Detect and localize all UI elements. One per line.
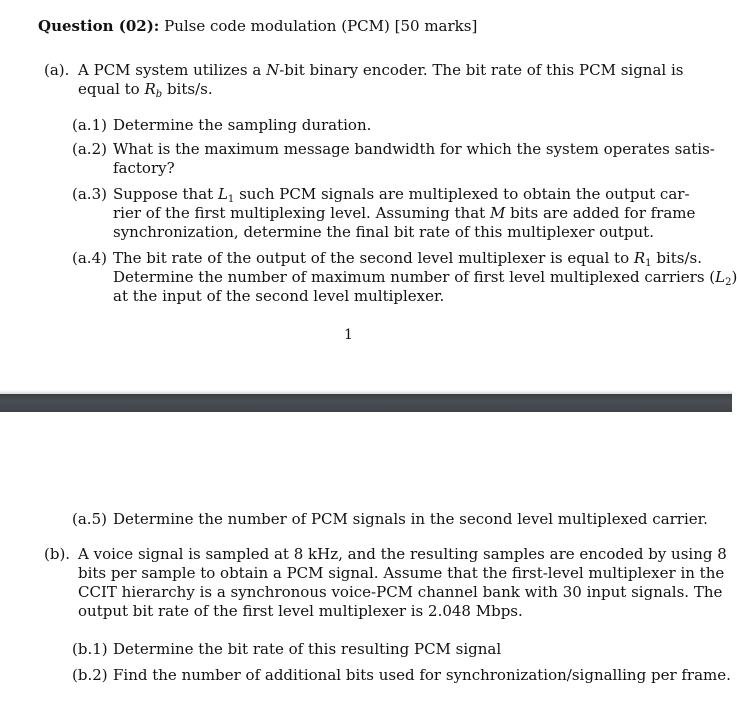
part-a-label: (a). bbox=[44, 61, 70, 79]
item-b1-label: (b.1) bbox=[72, 640, 108, 658]
item-a4-line-3: at the input of the second level multiplexer. bbox=[113, 287, 445, 305]
question-title bbox=[38, 17, 477, 35]
item-a4-line-1: The bit rate of the output of the second level multiplexer is equal to $R_1$ bits/s. bbox=[113, 249, 702, 269]
part-a-line-1: A PCM system utilizes a N-bit binary encoder. The bit rate of this PCM signal is bbox=[78, 61, 684, 79]
item-a4-line-2: Determine the number of maximum number of first level multiplexed carriers $(L_2)$ bbox=[113, 268, 737, 288]
item-b2-text: Find the number of additional bits used for synchronization/signalling per frame. bbox=[113, 666, 731, 684]
part-b-line-3: CCIT hierarchy is a synchronous voice-PCM channel bank with 30 input signals. The bbox=[78, 583, 723, 601]
item-a3-line-2: rier of the first multiplexing level. Assuming that M bits are added for frame bbox=[113, 204, 696, 222]
part-a-line-2: equal to $R_b$ bits/s. bbox=[78, 80, 213, 100]
item-b2-label: (b.2) bbox=[72, 666, 108, 684]
item-a1-line-1: Determine the sampling duration. bbox=[113, 116, 372, 134]
item-a1-label: (a.1) bbox=[72, 116, 107, 134]
item-a4-label: (a.4) bbox=[72, 249, 107, 267]
item-b1-text: Determine the bit rate of this resulting PCM signal bbox=[113, 640, 502, 658]
item-a5-label: (a.5) bbox=[72, 510, 107, 528]
page-separator bbox=[0, 394, 732, 412]
part-b-line-2: bits per sample to obtain a PCM signal. Assume that the first-level multiplexer in the bbox=[78, 564, 725, 582]
question-label: Question (02): bbox=[38, 17, 160, 35]
item-a3-line-3: synchronization, determine the final bit rate of this multiplexer output. bbox=[113, 223, 654, 241]
item-a2-line-1: What is the maximum message bandwidth for which the system operates satis- bbox=[113, 140, 715, 158]
item-a5-text: Determine the number of PCM signals in the second level multiplexed carrier. bbox=[113, 510, 708, 528]
item-a3-line-1: Suppose that $L_1$ such PCM signals are multiplexed to obtain the output car- bbox=[113, 185, 690, 205]
part-b-line-1: A voice signal is sampled at 8 kHz, and the resulting samples are encoded by using 8 bbox=[78, 545, 727, 563]
question-title-text: Pulse code modulation (PCM) [50 marks] bbox=[164, 17, 478, 35]
page-2 bbox=[0, 412, 732, 728]
part-b-line-4: output bit rate of the first level multiplexer is 2.048 Mbps. bbox=[78, 602, 523, 620]
part-b-label: (b). bbox=[44, 545, 71, 563]
page-number: 1 bbox=[344, 327, 353, 343]
item-a2-line-2: factory? bbox=[113, 159, 175, 177]
item-a3-label: (a.3) bbox=[72, 185, 107, 203]
item-a2-label: (a.2) bbox=[72, 140, 107, 158]
